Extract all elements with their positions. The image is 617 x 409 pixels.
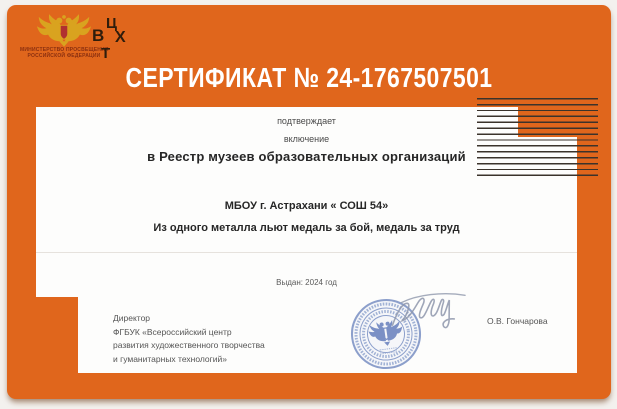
vcht-logo bbox=[91, 16, 135, 64]
museum-name: Из одного металла льют медаль за бой, медаль за труд bbox=[153, 222, 460, 234]
signer-title-block bbox=[113, 312, 265, 366]
signer-line-2: ФГБУК «Всероссийский центр bbox=[113, 326, 232, 337]
ministry-caption-line1: МИНИСТЕРСТВО ПРОСВЕЩЕНИЯ bbox=[20, 47, 109, 53]
vcht-letter-h: Х bbox=[115, 29, 126, 46]
vcht-letter-v: В bbox=[92, 26, 105, 45]
handwritten-signature-icon bbox=[387, 287, 479, 342]
panel-seam-line bbox=[36, 252, 577, 253]
inclusion-text: включение bbox=[283, 134, 330, 144]
confirms-text: подтверждает bbox=[277, 116, 336, 126]
signer-line-3: развития художественного творчества bbox=[113, 340, 265, 350]
registry-text: в Реестр музеев образовательных организаций bbox=[147, 149, 466, 164]
signer-name: О.В. Гончарова bbox=[487, 316, 548, 326]
certificate-title: СЕРТИФИКАТ № 24-1767507501 bbox=[125, 62, 493, 93]
double-headed-eagle-icon bbox=[36, 13, 92, 47]
organization-name: МБОУ г. Астрахани « СОШ 54» bbox=[224, 200, 389, 212]
vcht-letter-c: Ц bbox=[106, 15, 117, 32]
signer-line-1: Директор bbox=[113, 313, 151, 323]
issued-year: Выдан: 2024 год bbox=[276, 278, 337, 287]
ministry-caption-line2: РОССИЙСКОЙ ФЕДЕРАЦИИ bbox=[27, 52, 101, 59]
signer-line-4: и гуманитарных технологий» bbox=[113, 353, 227, 364]
vcht-letter-t: Т bbox=[101, 45, 111, 62]
